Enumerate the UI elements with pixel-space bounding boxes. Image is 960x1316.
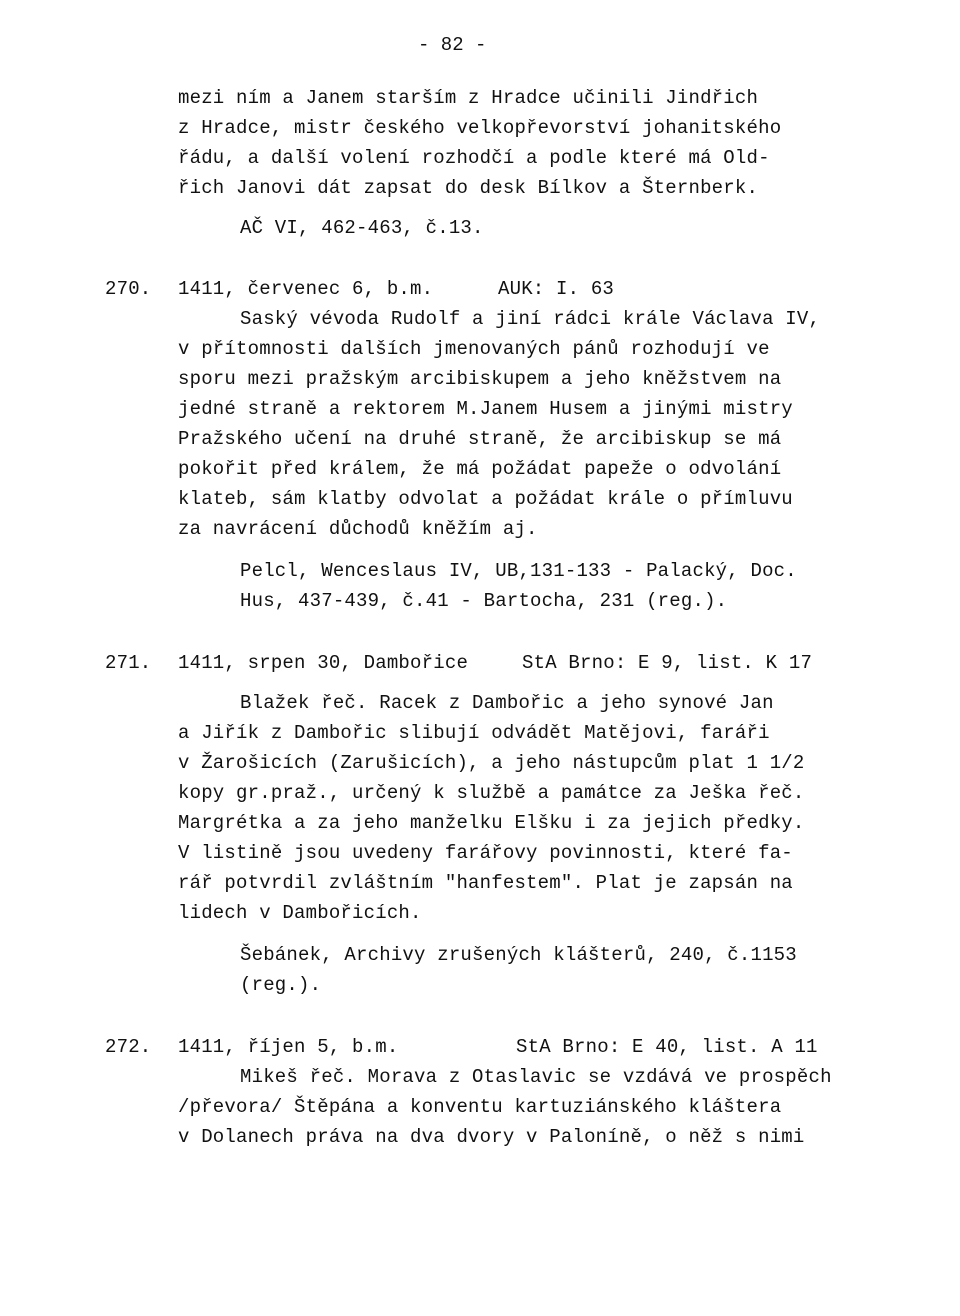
entry-text-line: a Jiřík z Dambořic slibují odvádět Matějovi, faráři — [178, 722, 770, 744]
entry-reference: Pelcl, Wenceslaus IV, UB,131-133 - Palacký, Doc. — [240, 560, 797, 582]
entry-text-line: Saský vévoda Rudolf a jiní rádci krále Václava IV, — [240, 308, 821, 330]
entry-archive: StA Brno: E 40, list. A 11 — [516, 1036, 818, 1058]
entry-text-line: v Žarošicích (Zarušicích), a jeho nástupcům plat 1 1/2 — [178, 752, 805, 774]
entry-text-line: kopy gr.praž., určený k službě a památce za Ješka řeč. — [178, 782, 805, 804]
entry-text-line: za navrácení důchodů kněžím aj. — [178, 518, 538, 540]
entry-archive: AUK: I. 63 — [498, 278, 615, 300]
entry-text-line: rář potvrdil zvláštním "hanfestem". Plat je zapsán na — [178, 872, 793, 894]
page-number: - 82 - — [418, 34, 487, 56]
intro-line: mezi ním a Janem starším z Hradce učinili Jindřich — [178, 87, 759, 109]
entry-date-place: 1411, červenec 6, b.m. — [178, 278, 434, 300]
entry-text-line: Margrétka a za jeho manželku Elšku i za jejich předky. — [178, 812, 805, 834]
entry-reference: Hus, 437-439, č.41 - Bartocha, 231 (reg.). — [240, 590, 728, 612]
entry-number: 271. — [105, 652, 152, 674]
entry-text-line: V listině jsou uvedeny farářovy povinnosti, které fa- — [178, 842, 793, 864]
entry-number: 272. — [105, 1036, 152, 1058]
entry-date-place: 1411, říjen 5, b.m. — [178, 1036, 399, 1058]
entry-reference: Šebánek, Archivy zrušených klášterů, 240, č.1153 — [240, 944, 797, 966]
intro-reference: AČ VI, 462-463, č.13. — [240, 217, 484, 239]
entry-text-line: Mikeš řeč. Morava z Otaslavic se vzdává ve prospěch — [240, 1066, 832, 1088]
entry-text-line: v přítomnosti dalších jmenovaných pánů rozhodují ve — [178, 338, 770, 360]
entry-text-line: jedné straně a rektorem M.Janem Husem a jinými mistry — [178, 398, 793, 420]
entry-text-line: sporu mezi pražským arcibiskupem a jeho kněžstvem na — [178, 368, 782, 390]
entry-reference: (reg.). — [240, 974, 322, 996]
entry-text-line: pokořit před králem, že má požádat papeže o odvolání — [178, 458, 782, 480]
entry-text-line: Pražského učení na druhé straně, že arcibiskup se má — [178, 428, 782, 450]
entry-text-line: klateb, sám klatby odvolat a požádat krále o přímluvu — [178, 488, 793, 510]
entry-date-place: 1411, srpen 30, Dambořice — [178, 652, 469, 674]
entry-text-line: /převora/ Štěpána a konventu kartuziánského kláštera — [178, 1096, 782, 1118]
intro-line: z Hradce, mistr českého velkopřevorství johanitského — [178, 117, 782, 139]
entry-number: 270. — [105, 278, 152, 300]
entry-text-line: lidech v Dambořicích. — [178, 902, 422, 924]
intro-line: řich Janovi dát zapsat do desk Bílkov a Šternberk. — [178, 177, 759, 199]
entry-text-line: v Dolanech práva na dva dvory v Paloníně, o něž s nimi — [178, 1126, 805, 1148]
intro-line: řádu, a další volení rozhodčí a podle které má Old- — [178, 147, 770, 169]
entry-text-line: Blažek řeč. Racek z Dambořic a jeho synové Jan — [240, 692, 774, 714]
entry-archive: StA Brno: E 9, list. K 17 — [522, 652, 813, 674]
